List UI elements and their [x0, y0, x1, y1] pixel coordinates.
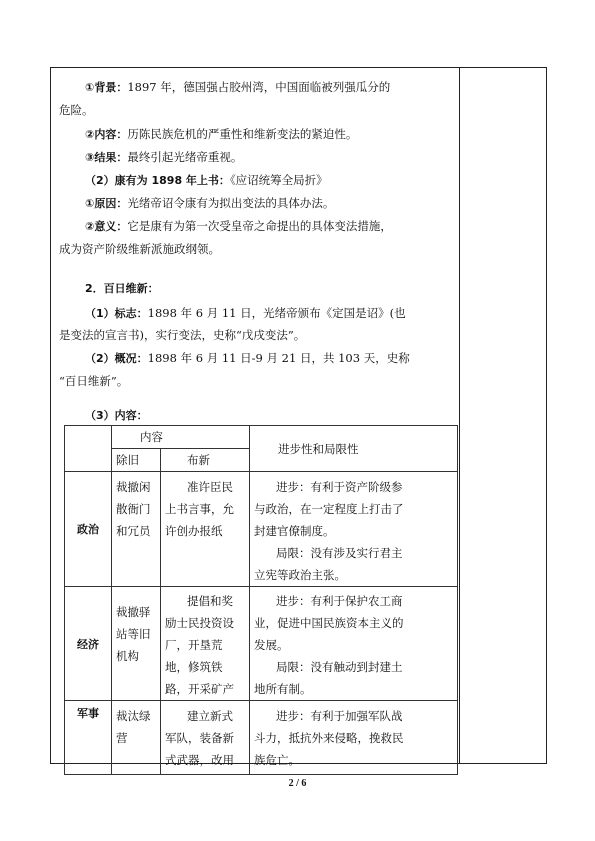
- military-evaluation: 进步：有利于加强军队战 斗力，抵抗外来侵略，挽救民 族危亡。: [250, 701, 458, 775]
- table-row: [65, 701, 458, 775]
- paragraph-reason: ①原因：光绪帝诏令康有为拟出变法的具体办法。: [85, 196, 335, 210]
- paragraph-significance-cont: 成为资产阶级维新派施政纲领。: [59, 242, 220, 256]
- politics-establish-new: 准许臣民 上书言事，允 许创办报纸: [161, 472, 250, 587]
- page-number: 2 / 6: [288, 778, 307, 789]
- economy-establish-new: 提倡和奖 励士民投资设 厂，开垦荒 地，修筑铁 路，开采矿产: [161, 587, 250, 701]
- table-row: [65, 587, 458, 701]
- paragraph-background: ①背景：1897 年，德国强占胶州湾，中国面临被列强瓜分的: [85, 80, 391, 94]
- category-economy: 经济: [65, 587, 112, 701]
- header-empty-cell: [65, 426, 112, 472]
- category-military: 军事: [65, 701, 112, 775]
- paragraph-marker: （1）标志：1898 年 6 月 11 日，光绪帝颁布《定国是诏》(也: [85, 306, 406, 320]
- paragraph-result: ③结果：最终引起光绪帝重视。: [85, 150, 243, 164]
- economy-evaluation: 进步：有利于保护农工商 业，促进中国民族资本主义的 发展。 局限：没有触动到封建土 地所有制。: [250, 587, 458, 701]
- header-establish-new: 布新: [161, 449, 250, 472]
- paragraph-background-cont: 危险。: [59, 103, 94, 117]
- military-establish-new: 建立新式 军队，装备新 式武器，改用: [161, 701, 250, 775]
- paragraph-kang-memorial: （2）康有为 1898 年上书：《应诏统筹全局折》: [85, 173, 328, 187]
- paragraph-significance: ②意义：它是康有为第一次受皇帝之命提出的具体变法措施，: [85, 219, 392, 233]
- header-evaluation: 进步性和局限性: [250, 426, 458, 472]
- paragraph-content: ②内容：历陈民族危机的严重性和维新变法的紧迫性。: [85, 127, 358, 141]
- economy-remove-old: 裁撤驿 站等旧 机构: [112, 587, 161, 701]
- header-remove-old: 除旧: [112, 449, 161, 472]
- header-content: 内容: [112, 426, 250, 449]
- table-row: [65, 472, 458, 587]
- lesson-plan-table: [50, 67, 547, 767]
- paragraph-overview: （2）概况：1898 年 6 月 11 日-9 月 21 日，共 103 天，史称: [85, 351, 410, 365]
- military-remove-old: 裁汰绿 营: [112, 701, 161, 775]
- politics-evaluation: 进步：有利于资产阶级参 与政治，在一定程度上打击了 封建官僚制度。 局限：没有涉及实行君主 立宪等政治主张。: [250, 472, 458, 587]
- subheading-content: （3）内容：: [85, 409, 148, 422]
- paragraph-overview-cont: “百日维新”。: [59, 374, 129, 388]
- category-politics: 政治: [65, 472, 112, 587]
- reform-content-table: [64, 425, 458, 775]
- section-heading-hundred-days: 2．百日维新：: [85, 282, 159, 295]
- politics-remove-old: 裁撤闲 散衙门 和冗员: [112, 472, 161, 587]
- paragraph-marker-cont: 是变法的宣言书)，实行变法，史称“戊戌变法”。: [59, 328, 306, 342]
